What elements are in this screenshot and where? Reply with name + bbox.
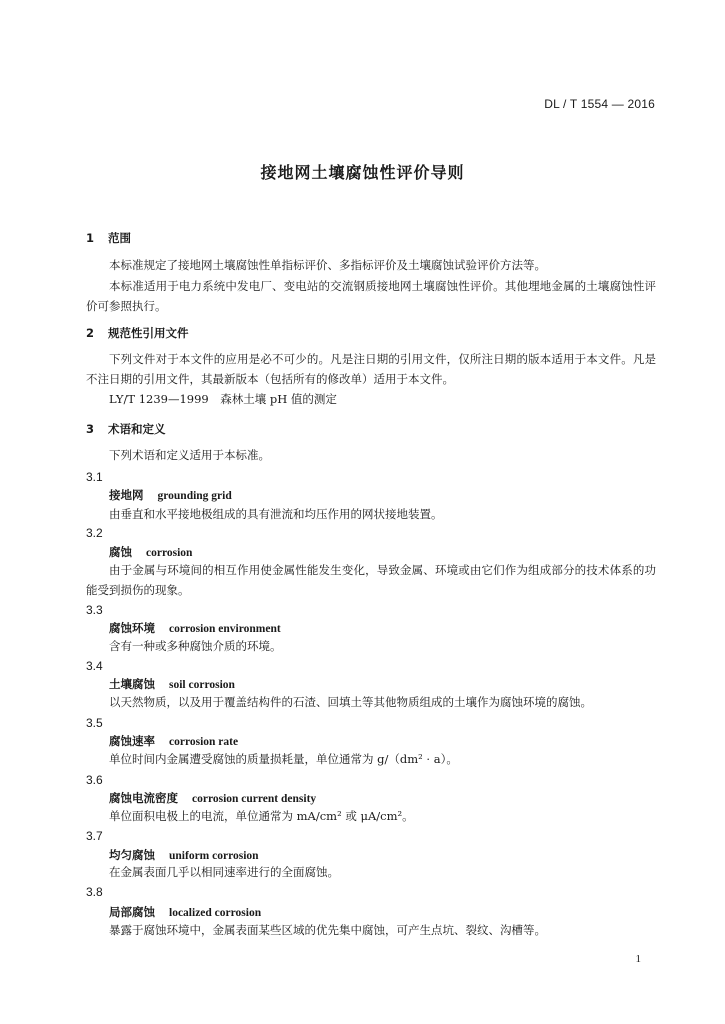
term-definition: 单位面积电极上的电流，单位通常为 mA/cm² 或 μA/cm²。	[109, 809, 414, 823]
section-title: 规范性引用文件	[108, 326, 189, 340]
standard-code: DL / T 1554 — 2016	[544, 97, 655, 111]
section-1-paragraph-2: 本标准适用于电力系统中发电厂、变电站的交流钢质接地网土壤腐蚀性评价。其他埋地金属的土壤腐蚀性评价可参照执行。	[86, 279, 656, 313]
page-number: 1	[635, 953, 641, 965]
term-english: corrosion	[146, 547, 193, 559]
term-number: 3.7	[86, 829, 103, 843]
term-definition: 由于金属与环境间的相互作用使金属性能发生变化，导致金属、环境或由它们作为组成部分的技术体系的功能受到损伤的现象。	[86, 563, 656, 597]
normative-reference: LY/T 1239—1999 森林土壤 pH 值的测定	[109, 392, 337, 406]
term-definition: 含有一种或多种腐蚀介质的环境。	[109, 639, 282, 653]
term-chinese: 腐蚀	[109, 545, 132, 559]
section-3-intro: 下列术语和定义适用于本标准。	[109, 448, 270, 462]
term-english: localized corrosion	[169, 907, 262, 919]
term-english: uniform corrosion	[169, 850, 259, 862]
term-number: 3.1	[86, 470, 103, 484]
term-chinese: 腐蚀环境	[109, 621, 155, 635]
term-english: grounding grid	[157, 490, 232, 502]
section-number: 3	[86, 422, 95, 436]
term-definition: 由垂直和水平接地极组成的具有泄流和均压作用的网状接地装置。	[109, 507, 443, 521]
term-heading	[86, 485, 679, 506]
term-chinese: 土壤腐蚀	[109, 677, 155, 691]
section-2-paragraph-1: 下列文件对于本文件的应用是必不可少的。凡是注日期的引用文件，仅所注日期的版本适用于本文件。凡是不注日期的引用文件，其最新版本（包括所有的修改单）适用于本文件。	[86, 352, 656, 386]
section-number: 1	[86, 231, 95, 245]
section-3-heading	[86, 419, 656, 439]
term-number: 3.6	[86, 773, 103, 787]
section-2-heading	[86, 323, 656, 343]
term-number: 3.5	[86, 716, 103, 730]
section-1-paragraph-1: 本标准规定了接地网土壤腐蚀性单指标评价、多指标评价及土壤腐蚀试验评价方法等。	[109, 258, 546, 272]
document-title: 接地网土壤腐蚀性评价导则	[260, 163, 465, 182]
term-chinese: 腐蚀速率	[109, 734, 155, 748]
term-definition: 以天然物质，以及用于覆盖结构件的石渣、回填土等其他物质组成的土壤作为腐蚀环境的腐蚀。	[109, 695, 592, 709]
term-definition: 暴露于腐蚀环境中，金属表面某些区域的优先集中腐蚀，可产生点坑、裂纹、沟槽等。	[109, 923, 546, 937]
term-definition: 在金属表面几乎以相同速率进行的全面腐蚀。	[109, 865, 339, 879]
term-definition: 单位时间内金属遭受腐蚀的质量损耗量，单位通常为 g/（dm² · a）。	[109, 752, 458, 766]
section-1-heading	[86, 228, 656, 248]
section-title: 术语和定义	[108, 422, 166, 436]
term-number: 3.8	[86, 885, 103, 899]
section-title: 范围	[108, 231, 131, 245]
section-number: 2	[86, 326, 95, 340]
term-number: 3.2	[86, 526, 103, 540]
term-number: 3.3	[86, 603, 103, 617]
term-english: corrosion rate	[169, 736, 239, 748]
term-chinese: 接地网	[109, 488, 144, 502]
term-english: corrosion environment	[169, 623, 281, 635]
term-chinese: 腐蚀电流密度	[109, 791, 178, 805]
term-english: soil corrosion	[169, 679, 235, 691]
term-english: corrosion current density	[192, 793, 317, 805]
term-chinese: 均匀腐蚀	[109, 848, 155, 862]
term-chinese: 局部腐蚀	[109, 905, 155, 919]
term-number: 3.4	[86, 659, 103, 673]
